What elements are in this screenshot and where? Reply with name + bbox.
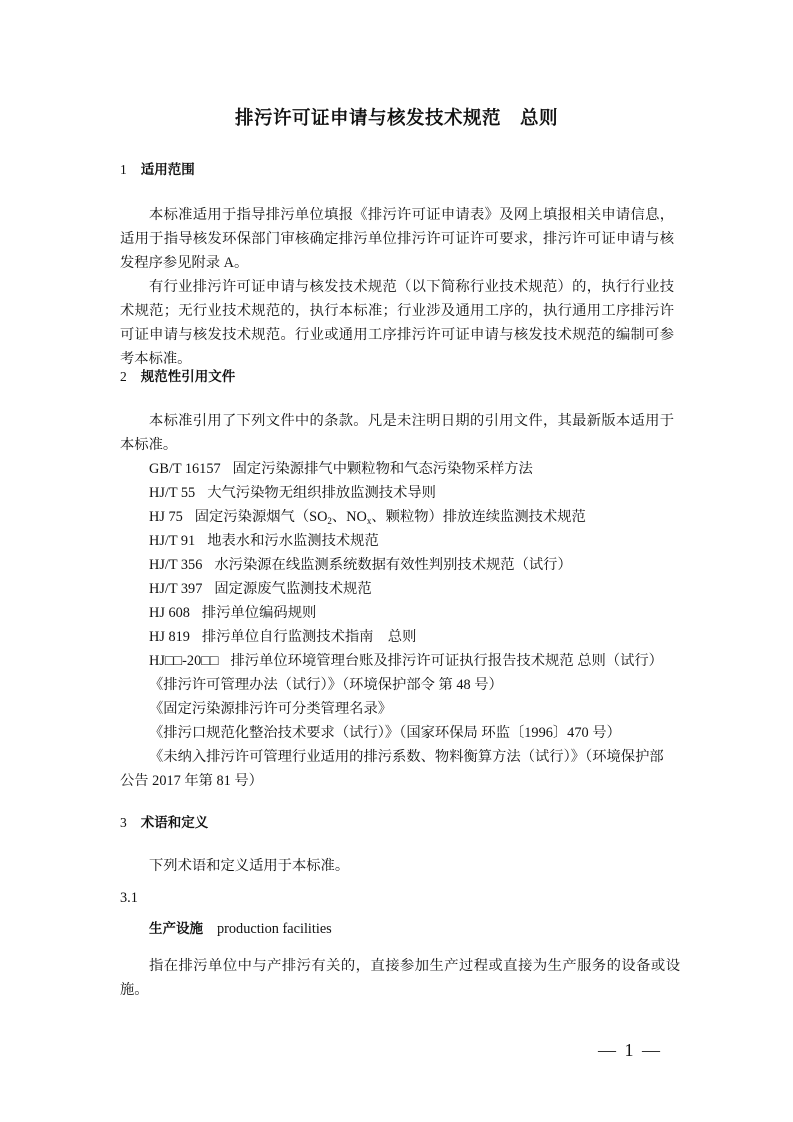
- section-number: 2: [120, 369, 127, 384]
- reference-item: [120, 481, 674, 505]
- paragraph: 有行业排污许可证申请与核发技术规范（以下简称行业技术规范）的，执行行业技术规范；无行业技术规范的，执行本标准；行业涉及通用工序的，执行通用工序排污许可证申请与核发技术规范。行业或通用工序排污许可证申请与核发技术规范的编制可参考本标准。: [120, 279, 674, 367]
- section-3-intro: [120, 854, 674, 878]
- term-definition-block: [120, 954, 680, 1002]
- reference-item: [120, 649, 674, 673]
- reference-item: [120, 529, 674, 553]
- term-chinese: 生产设施: [149, 921, 203, 937]
- paragraph: 本标准引用了下列文件中的条款。凡是未注明日期的引用文件，其最新版本适用于本标准。: [120, 413, 674, 453]
- reference-title: 排污单位环境管理台账及排污许可证执行报告技术规范 总则（试行）: [230, 653, 663, 669]
- section-title: 术语和定义: [140, 815, 209, 831]
- reference-item: 《固定污染源排污许可分类管理名录》: [149, 701, 393, 717]
- section-heading-2: [120, 365, 674, 389]
- page-title: 排污许可证申请与核发技术规范 总则: [234, 108, 558, 129]
- reference-code: HJ 75: [149, 509, 183, 525]
- section-heading-3: [120, 811, 674, 835]
- term-english: production facilities: [217, 921, 332, 937]
- reference-code: HJ/T 356: [149, 557, 203, 573]
- reference-code: HJ 608: [149, 605, 190, 621]
- reference-item: [120, 577, 674, 601]
- reference-code: HJ/T 91: [149, 533, 196, 549]
- reference-title: 固定污染源烟气（SO: [194, 509, 328, 525]
- term-heading: [120, 917, 674, 941]
- reference-title: 固定源废气监测技术规范: [214, 581, 372, 597]
- subscript: x: [366, 516, 372, 526]
- reference-item: [120, 601, 674, 625]
- section-number: 1: [120, 162, 127, 177]
- subscript: 2: [327, 516, 332, 526]
- reference-title: 排污单位编码规则: [201, 605, 317, 621]
- reference-title: 固定污染源排气中颗粒物和气态污染物采样方法: [232, 461, 533, 477]
- reference-title: 大气污染物无组织排放监测技术导则: [207, 485, 436, 501]
- section-heading-1: [120, 158, 674, 182]
- reference-item: [120, 625, 674, 649]
- reference-title: 、NO: [331, 509, 367, 525]
- reference-title: 水污染源在线监测系统数据有效性判别技术规范（试行）: [214, 557, 572, 573]
- paragraph: 本标准适用于指导排污单位填报《排污许可证申请表》及网上填报相关申请信息，适用于指导核发环保部门审核确定排污单位排污许可证许可要求，排污许可证申请与核发程序参见附录 A。: [120, 207, 674, 271]
- reference-title: 地表水和污水监测技术规范: [207, 533, 379, 549]
- reference-item: [120, 505, 674, 529]
- section-2-body: [120, 409, 674, 793]
- reference-item: [120, 553, 674, 577]
- section-title: 适用范围: [140, 162, 195, 178]
- reference-item: 《排污许可管理办法（试行）》（环境保护部令 第 48 号）: [149, 677, 503, 693]
- reference-code: GB/T 16157: [149, 461, 221, 477]
- section-title: 规范性引用文件: [140, 369, 236, 385]
- reference-code: HJ□□-20□□: [149, 653, 219, 669]
- reference-title: 、颗粒物）排放连续监测技术规范: [371, 509, 586, 525]
- paragraph: 下列术语和定义适用于本标准。: [149, 858, 350, 874]
- section-1-body: [120, 203, 674, 371]
- term-definition: 指在排污单位中与产排污有关的，直接参加生产过程或直接为生产服务的设备或设施。: [120, 958, 680, 998]
- reference-title: 排污单位自行监测技术指南 总则: [201, 629, 417, 645]
- page-number: — 1 —: [598, 1040, 662, 1060]
- reference-code: HJ/T 397: [149, 581, 203, 597]
- term-number: 3.1: [120, 890, 138, 906]
- reference-item: [120, 457, 674, 481]
- reference-item: 《未纳入排污许可管理行业适用的排污系数、物料衡算方法（试行）》（环境保护部公告 2017 年第 81 号）: [120, 749, 664, 789]
- reference-code: HJ 819: [149, 629, 190, 645]
- reference-code: HJ/T 55: [149, 485, 196, 501]
- section-number: 3: [120, 815, 127, 830]
- reference-item: 《排污口规范化整治技术要求（试行）》（国家环保局 环监〔1996〕470 号）: [149, 725, 621, 741]
